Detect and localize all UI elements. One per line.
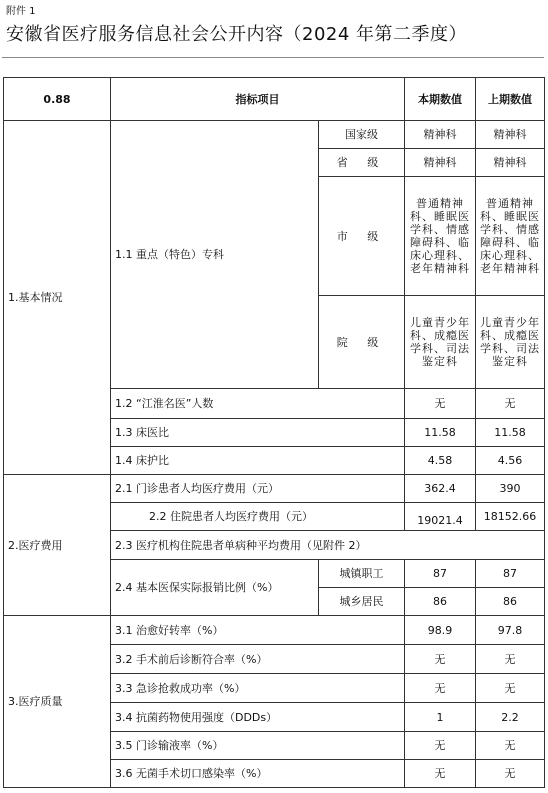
cell-previous: 4.56 bbox=[476, 447, 545, 475]
level-national: 国家级 bbox=[319, 121, 405, 149]
cell-previous: 无 bbox=[476, 732, 545, 760]
table-row bbox=[4, 121, 545, 149]
level-province: 省 级 bbox=[319, 149, 405, 177]
table-header-row bbox=[4, 78, 545, 121]
cell-current: 362.4 bbox=[405, 475, 476, 503]
section-quality: 3.医疗质量 bbox=[4, 616, 111, 788]
cell-previous: 精神科 bbox=[476, 121, 545, 149]
row-3-3-label: 3.3 急诊抢救成功率（%） bbox=[111, 674, 405, 703]
row-3-6-label: 3.6 无菌手术切口感染率（%） bbox=[111, 760, 405, 788]
cell-previous: 390 bbox=[476, 475, 545, 503]
cell-previous: 11.58 bbox=[476, 419, 545, 447]
sub-urban-workers: 城镇职工 bbox=[319, 560, 405, 588]
header-previous: 上期数值 bbox=[476, 78, 545, 121]
cell-current: 无 bbox=[405, 389, 476, 419]
cell-current: 无 bbox=[405, 732, 476, 760]
sub-urban-rural-residents: 城乡居民 bbox=[319, 588, 405, 616]
cell-current: 儿童青少年科、成瘾医学科、司法鉴定科 bbox=[405, 296, 476, 389]
row-1-3-label: 1.3 床医比 bbox=[111, 419, 405, 447]
table-row bbox=[4, 616, 545, 645]
level-hospital: 院 级 bbox=[319, 296, 405, 389]
cell-previous: 97.8 bbox=[476, 616, 545, 645]
cell-current: 精神科 bbox=[405, 121, 476, 149]
section-cost: 2.医疗费用 bbox=[4, 475, 111, 616]
cell-previous: 无 bbox=[476, 645, 545, 674]
row-2-4-label: 2.4 基本医保实际报销比例（%） bbox=[111, 560, 319, 616]
cell-previous: 2.2 bbox=[476, 703, 545, 732]
attachment-label: 附件 1 bbox=[6, 6, 36, 17]
cell-current: 无 bbox=[405, 760, 476, 788]
cell-current: 19021.4 bbox=[405, 503, 476, 531]
cell-previous: 无 bbox=[476, 760, 545, 788]
row-2-1-label: 2.1 门诊患者人均医疗费用（元） bbox=[111, 475, 405, 503]
cell-current: 无 bbox=[405, 674, 476, 703]
cell-current: 1 bbox=[405, 703, 476, 732]
divider bbox=[2, 57, 544, 58]
level-city: 市 级 bbox=[319, 177, 405, 296]
cell-previous: 儿童青少年科、成瘾医学科、司法鉴定科 bbox=[476, 296, 545, 389]
row-1-1-label: 1.1 重点（特色）专科 bbox=[111, 121, 319, 389]
row-3-4-label: 3.4 抗菌药物使用强度（DDDs） bbox=[111, 703, 405, 732]
cell-current: 11.58 bbox=[405, 419, 476, 447]
header-item: 指标项目 bbox=[111, 78, 405, 121]
cell-current: 87 bbox=[405, 560, 476, 588]
cell-current: 86 bbox=[405, 588, 476, 616]
cell-current: 精神科 bbox=[405, 149, 476, 177]
page-title: 安徽省医疗服务信息社会公开内容（2024 年第二季度） bbox=[6, 24, 468, 45]
row-3-2-label: 3.2 手术前后诊断符合率（%） bbox=[111, 645, 405, 674]
cell-previous: 18152.66 bbox=[476, 503, 545, 531]
row-1-4-label: 1.4 床护比 bbox=[111, 447, 405, 475]
section-basic: 1.基本情况 bbox=[4, 121, 111, 475]
cell-previous: 精神科 bbox=[476, 149, 545, 177]
cell-current: 4.58 bbox=[405, 447, 476, 475]
cell-current: 普通精神科、睡眠医学科、情感障碍科、临床心理科、老年精神科 bbox=[405, 177, 476, 296]
row-2-2-label: 2.2 住院患者人均医疗费用（元） bbox=[111, 503, 405, 531]
row-3-1-label: 3.1 治愈好转率（%） bbox=[111, 616, 405, 645]
info-table bbox=[3, 77, 545, 788]
header-code: 0.88 bbox=[4, 78, 111, 121]
cell-previous: 普通精神科、睡眠医学科、情感障碍科、临床心理科、老年精神科 bbox=[476, 177, 545, 296]
row-1-2-label: 1.2 “江淮名医”人数 bbox=[111, 389, 405, 419]
cell-previous: 无 bbox=[476, 389, 545, 419]
cell-previous: 86 bbox=[476, 588, 545, 616]
row-2-3-label: 2.3 医疗机构住院患者单病种平均费用（见附件 2） bbox=[111, 531, 545, 560]
cell-previous: 无 bbox=[476, 674, 545, 703]
cell-current: 无 bbox=[405, 645, 476, 674]
row-3-5-label: 3.5 门诊输液率（%） bbox=[111, 732, 405, 760]
cell-previous: 87 bbox=[476, 560, 545, 588]
cell-current: 98.9 bbox=[405, 616, 476, 645]
header-current: 本期数值 bbox=[405, 78, 476, 121]
table-row bbox=[4, 475, 545, 503]
